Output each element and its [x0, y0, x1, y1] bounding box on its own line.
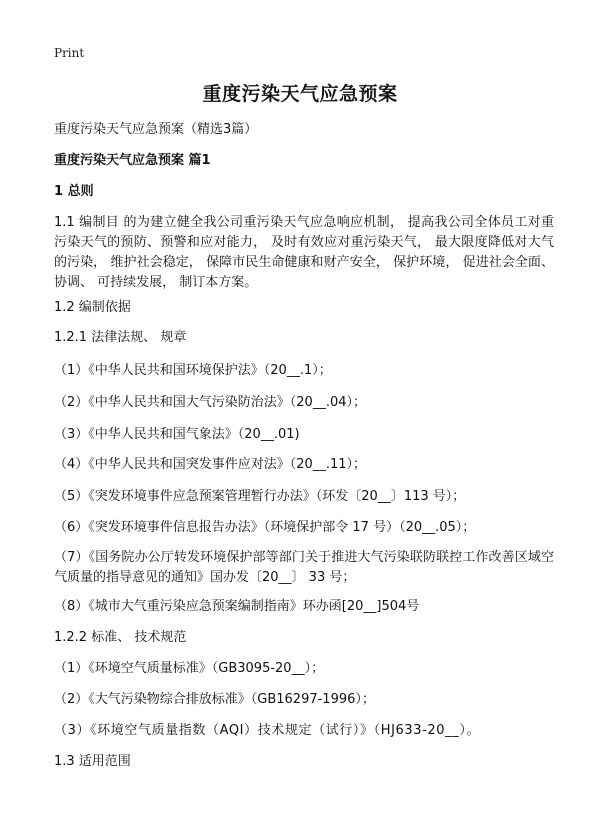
law-item: （3）《中华人民共和国气象法》（20__.01)	[54, 427, 300, 442]
chapter-heading: 1 总则	[54, 184, 94, 199]
law-item: （2）《中华人民共和国大气污染防治法》（20__.04）；	[54, 395, 366, 410]
print-label: Print	[54, 46, 85, 60]
standard-item: （2）《大气污染物综合排放标准》（GB16297-1996）；	[54, 692, 375, 707]
law-item: （4）《中华人民共和国突发事件应对法》（20__.11）；	[54, 457, 366, 472]
standard-item: （1）《环境空气质量标准》（GB3095-20__）；	[54, 661, 325, 676]
paragraph-1-1: 1.1 编制目 的为建立健全我公司重污染天气应急响应机制， 提高我公司全体员工对重污染天气的预防、预警和应对能力， 及时有效应对重污染天气， 最大限度降低对大气的污染， 维护社会稳定， 保障市民生命健康和财产安全， 保护环境， 促进社会全面、 协调、 可持续发展， 制订本方案。	[54, 215, 554, 290]
heading-1-2: 1.2 编制依据	[54, 300, 131, 315]
heading-1-2-1: 1.2.1 法律法规、 规章	[54, 330, 187, 345]
law-item-8: （8）《城市大气重污染应急预案编制指南》环办函[20__]504号	[54, 599, 420, 614]
section-heading: 重度污染天气应急预案 篇1	[54, 153, 211, 168]
heading-1-3: 1.3 适用范围	[54, 754, 131, 769]
document-subtitle: 重度污染天气应急预案（精选3篇）	[54, 122, 258, 137]
document-title: 重度污染天气应急预案	[202, 83, 398, 105]
law-item: （1）《中华人民共和国环境保护法》（20__.1）；	[54, 363, 332, 378]
standard-item: （3）《环境空气质量指数（AQI）技术规定（试行）》（HJ633-20__）。	[54, 723, 481, 738]
law-item: （6）《突发环境事件信息报告办法》（环境保护部令 17 号）（20__.05）；	[54, 520, 476, 535]
heading-1-2-2: 1.2.2 标准、 技术规范	[54, 630, 187, 645]
law-item-7: （7）《国务院办公厅转发环境保护部等部门关于推进大气污染联防联控工作改善区域空气质量的指导意见的通知》国办发〔20__〕 33 号；	[54, 550, 554, 585]
law-item: （5）《突发环境事件应急预案管理暂行办法》（环发〔20__〕113 号）；	[54, 489, 466, 504]
